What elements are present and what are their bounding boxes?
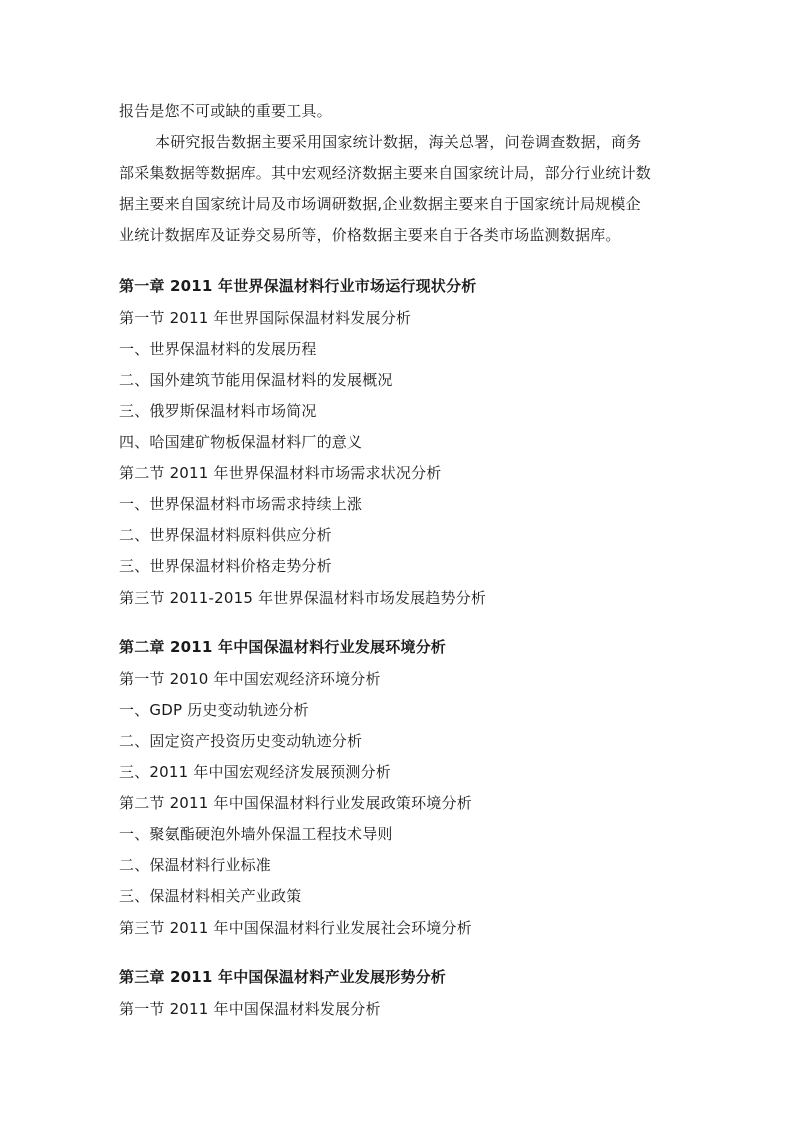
section-heading: 第一节 2011 年世界国际保温材料发展分析 xyxy=(119,309,412,327)
toc-item: 三、2011 年中国宏观经济发展预测分析 xyxy=(119,763,391,781)
toc-item: 三、世界保温材料价格走势分析 xyxy=(119,557,332,575)
toc-item: 一、聚氨酯硬泡外墙外保温工程技术导则 xyxy=(119,825,393,843)
intro-line: 业统计数据库及证券交易所等，价格数据主要来自于各类市场监测数据库。 xyxy=(119,226,621,244)
toc-item: 二、世界保温材料原料供应分析 xyxy=(119,526,332,544)
toc-item: 四、哈国建矿物板保温材料厂的意义 xyxy=(119,433,363,451)
toc-item: 一、世界保温材料的发展历程 xyxy=(119,340,317,358)
intro-line: 据主要来自国家统计局及市场调研数据,企业数据主要来自于国家统计局规模企 xyxy=(119,195,641,213)
intro-line: 部采集数据等数据库。其中宏观经济数据主要来自国家统计局，部分行业统计数 xyxy=(119,164,652,182)
toc-item: 三、保温材料相关产业政策 xyxy=(119,887,302,905)
section-heading: 第三节 2011 年中国保温材料行业发展社会环境分析 xyxy=(119,919,472,937)
intro-line: 报告是您不可或缺的重要工具。 xyxy=(119,102,332,120)
toc-item: 二、固定资产投资历史变动轨迹分析 xyxy=(119,732,363,750)
section-heading: 第二节 2011 年中国保温材料行业发展政策环境分析 xyxy=(119,794,472,812)
intro-paragraph xyxy=(119,96,679,251)
toc-item: 二、国外建筑节能用保温材料的发展概况 xyxy=(119,371,393,389)
section-heading: 第一节 2010 年中国宏观经济环境分析 xyxy=(119,670,381,688)
chapter-heading: 第一章 2011 年世界保温材料行业市场运行现状分析 xyxy=(119,277,477,295)
chapter-heading: 第三章 2011 年中国保温材料产业发展形势分析 xyxy=(119,968,446,986)
section-heading: 第三节 2011-2015 年世界保温材料市场发展趋势分析 xyxy=(119,589,487,607)
chapter-heading: 第二章 2011 年中国保温材料行业发展环境分析 xyxy=(119,638,446,656)
section-heading: 第一节 2011 年中国保温材料发展分析 xyxy=(119,1000,381,1018)
toc-item: 一、GDP 历史变动轨迹分析 xyxy=(119,701,309,719)
intro-line: 本研究报告数据主要采用国家统计数据，海关总署，问卷调查数据，商务 xyxy=(155,133,642,151)
toc-item: 一、世界保温材料市场需求持续上涨 xyxy=(119,495,363,513)
toc-item: 三、俄罗斯保温材料市场简况 xyxy=(119,402,317,420)
section-heading: 第二节 2011 年世界保温材料市场需求状况分析 xyxy=(119,464,442,482)
toc-item: 二、保温材料行业标准 xyxy=(119,856,272,874)
